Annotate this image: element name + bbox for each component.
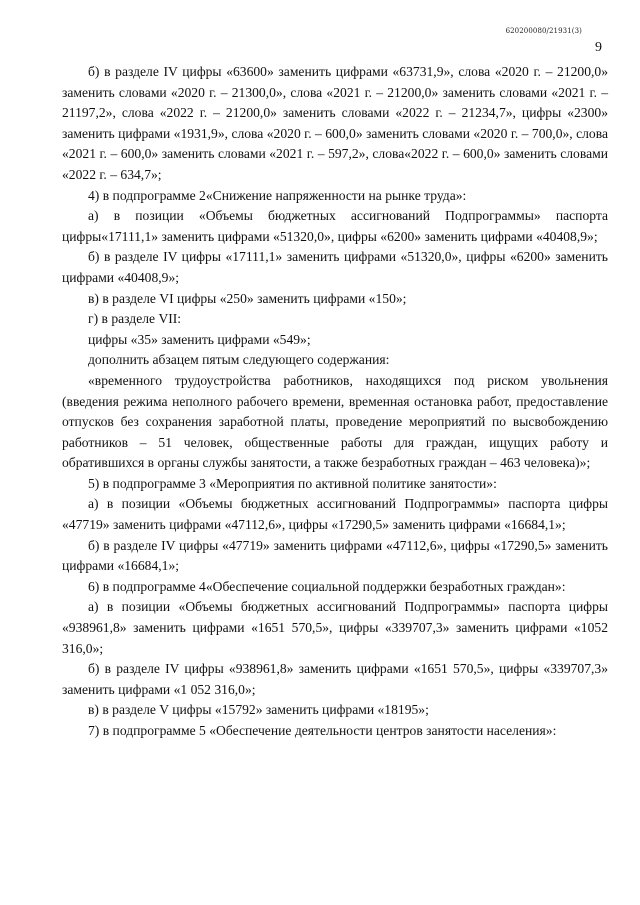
page-number: 9 xyxy=(595,40,602,55)
paragraph: в) в разделе V цифры «15792» заменить цифрами «18195»; xyxy=(88,702,429,718)
paragraph: а) в позиции «Объемы бюджетных ассигнований Подпрограммы» паспорта цифры «938961,8» заменить цифрами «1651 570,5», цифры «339707,3» заменить цифрами «1052 316,0»; xyxy=(62,599,608,656)
paragraph: цифры «35» заменить цифрами «549»; xyxy=(88,331,311,347)
paragraph: 7) в подпрограмме 5 «Обеспечение деятельности центров занятости населения»: xyxy=(88,723,557,738)
document-number: 620200080/21931(3) xyxy=(505,27,582,35)
paragraph: 4) в подпрограмме 2«Снижение напряженности на рынке труда»: xyxy=(88,187,467,203)
paragraph: 6) в подпрограмме 4«Обеспечение социальной поддержки безработных граждан»: xyxy=(88,578,566,594)
document-body xyxy=(62,62,608,742)
paragraph: б) в разделе IV цифры «17111,1» заменить цифрами «51320,0», цифры «6200» заменить цифрами «40408,9»; xyxy=(62,249,608,285)
paragraph: б) в разделе IV цифры «938961,8» заменить цифрами «1651 570,5», цифры «339707,3» заменить цифрами «1 052 316,0»; xyxy=(62,661,608,697)
paragraph: б) в разделе IV цифры «47719» заменить цифрами «47112,6», цифры «17290,5» заменить цифрами «16684,1»; xyxy=(62,537,608,574)
paragraph: б) в разделе IV цифры «63600» заменить цифрами «63731,9», слова «2020 г. – 21200,0» заменить словами «2020 г. – 21300,0», слова «2021 г. – 21200,0» заменить словами «2021 г. – 21197,2», слова «2022 г. – 21200,0» заменить словами «2022 г. – 21234,7», цифры «2300» заменить цифрами «1931,9», слова «2020 г. – 600,0» заменить словами «2020 г. – 700,0», слова «2021 г. – 600,0» заменить словами «2021 г. – 597,2», слова«2022 г. – 600,0» заменить словами «2022 г. – 634,7»; xyxy=(62,64,608,182)
paragraph: дополнить абзацем пятым следующего содержания: xyxy=(88,352,390,368)
paragraph: а) в позиции «Объемы бюджетных ассигнований Подпрограммы» паспорта цифры «47719» заменить цифрами «47112,6», цифры «17290,5» заменить цифрами «16684,1»; xyxy=(62,496,608,533)
paragraph: 5) в подпрограмме 3 «Мероприятия по активной политике занятости»: xyxy=(88,475,497,491)
paragraph: а) в позиции «Объемы бюджетных ассигнований Подпрограммы» паспорта цифры«17111,1» заменить цифрами «51320,0», цифры «6200» заменить цифрами «40408,9»; xyxy=(62,208,608,244)
paragraph: в) в разделе VI цифры «250» заменить цифрами «150»; xyxy=(88,290,407,306)
paragraph: «временного трудоустройства работников, находящихся под риском увольнения (введения режима неполного рабочего времени, временная остановка работ, предоставление отпусков без сохранения заработной платы, проведение мероприятий по высвобождению работников – 51 человек, общественные работы для граждан, ищущих работу и обратившихся в органы службы занятости, а также безработных граждан – 463 человека)»; xyxy=(62,372,608,471)
paragraph: г) в разделе VII: xyxy=(88,311,182,327)
